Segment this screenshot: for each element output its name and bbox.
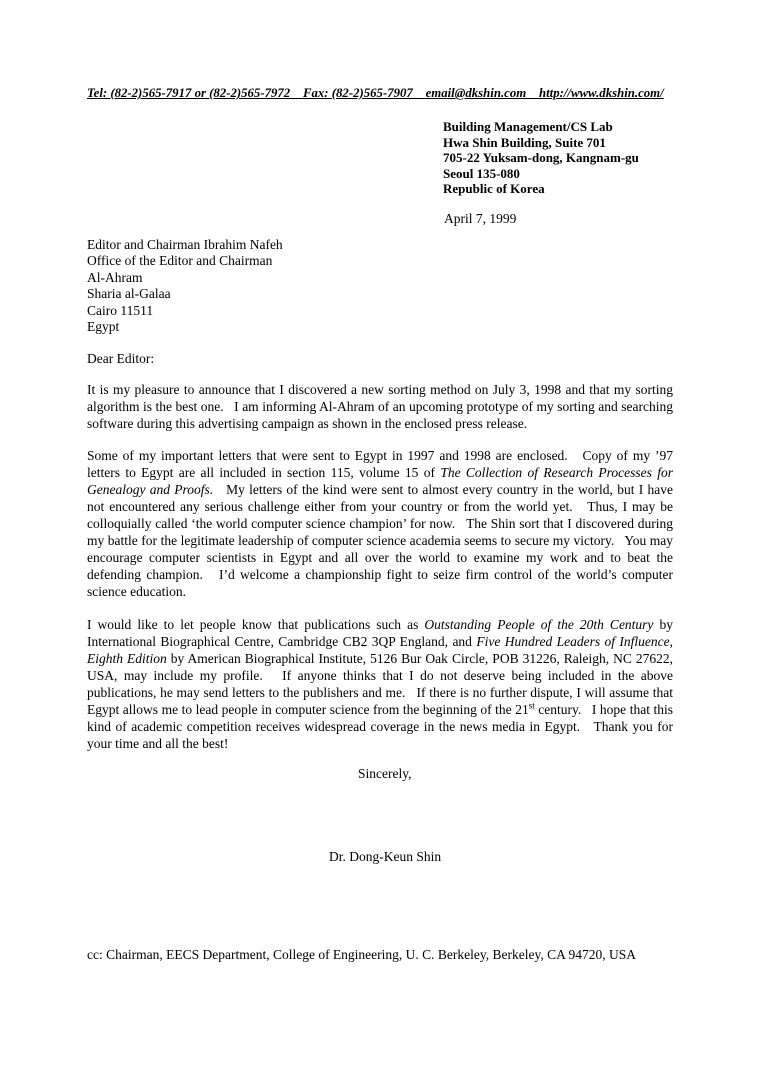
sender-address-line: Seoul 135-080 [443, 165, 520, 181]
closing-line: Sincerely, [358, 765, 412, 781]
date-line: April 7, 1999 [444, 210, 517, 226]
signature-name: Dr. Dong-Keun Shin [329, 848, 442, 864]
salutation: Dear Editor: [87, 350, 155, 366]
sender-address-line: Building Management/CS Lab [443, 119, 613, 134]
sender-address-line: Republic of Korea [443, 181, 545, 196]
recipient-address-line: Egypt [87, 319, 120, 334]
body-paragraph-1: It is my pleasure to announce that I discovered a new sorting method on July 3, 1998 and that my sorting algorithm is the best one. I am informing Al-Ahram of an upcoming prototype of my sorting and searching software during this advertising campaign as shown in the enclosed press release. [87, 381, 673, 431]
sender-address-line: Hwa Shin Building, Suite 701 [443, 134, 606, 150]
sender-address-block [443, 119, 673, 197]
recipient-address-line: Office of the Editor and Chairman [87, 253, 273, 268]
letterhead-contact-line: Tel: (82-2)565-7917 or (82-2)565-7972 Fax: (82-2)565-7907 email@dkshin.com http://www.dkshin.com/ [87, 86, 664, 100]
cc-line: cc: Chairman, EECS Department, College of Engineering, U. C. Berkeley, Berkeley, CA 94720, USA [87, 946, 637, 962]
body-paragraph-2: Some of my important letters that were sent to Egypt in 1997 and 1998 are enclosed. Copy of my ’97 letters to Egypt are all included in section 115, volume 15 of The Collection of Research Processes for Genealogy and Proofs. My letters of the kind were sent to almost every country in the world, but I have not encountered any serious challenge either from your country or from the world yet. Thus, I may be colloquially called ‘the world computer science champion’ for now. The Shin sort that I discovered during my battle for the legitimate leadership of computer science academia seems to secure my victory. You may encourage computer scientists in Egypt and all over the world to examine my work and to beat the defending champion. I’d welcome a championship fight to seize firm control of the world’s computer science education. [87, 447, 674, 599]
body-paragraph-3: I would like to let people know that publications such as Outstanding People of the 20th Century by International Biographical Centre, Cambridge CB2 3QP England, and Five Hundred Leaders of Influence, Eighth Edition by American Biographical Institute, 5126 Bur Oak Circle, POB 31226, Raleigh, NC 27622, USA, may include my profile. If anyone thinks that I do not deserve being included in the above publications, he may send letters to the publishers and me. If there is no further dispute, I will assume that Egypt allows me to lead people in computer science from the beginning of the 21st century. I hope that this kind of academic competition receives widespread coverage in the news media in Egypt. Thank you for your time and all the best! [87, 616, 673, 751]
recipient-address-line: Sharia al-Galaa [87, 286, 171, 301]
recipient-address-line: Editor and Chairman Ibrahim Nafeh [87, 236, 283, 252]
recipient-address-line: Cairo 11511 [87, 302, 154, 318]
recipient-address-block [87, 237, 673, 336]
sender-address-line: 705-22 Yuksam-dong, Kangnam-gu [443, 150, 639, 165]
recipient-address-line: Al-Ahram [87, 269, 143, 285]
